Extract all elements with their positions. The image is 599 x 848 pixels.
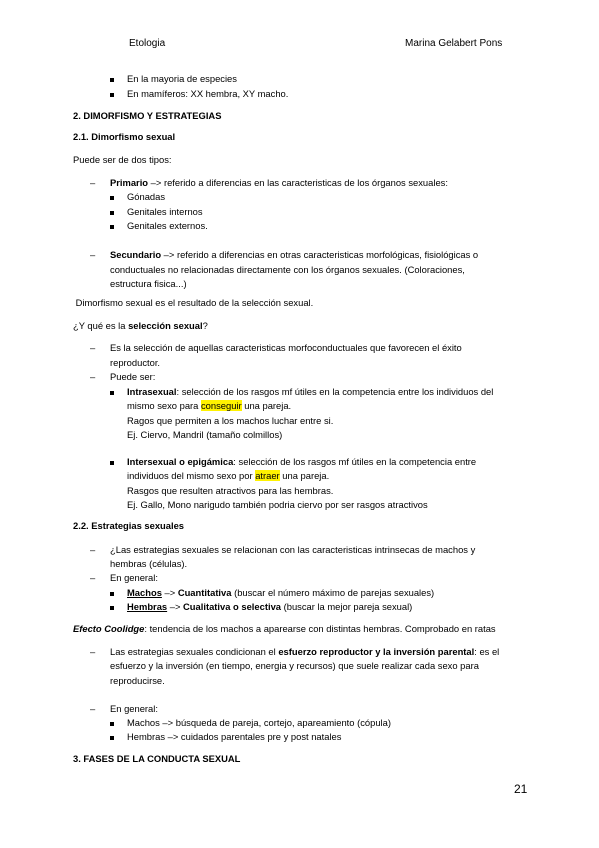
paragraph: Rasgos que resulten atractivos para las hembras. — [127, 485, 334, 496]
secundario-line3: estructura fisica...) — [110, 278, 187, 289]
list-item: En mamíferos: XX hembra, XY macho. — [127, 88, 289, 99]
question — [73, 319, 208, 333]
section-heading: 2. DIMORFISMO Y ESTRATEGIAS — [73, 110, 222, 121]
question-term: selección sexual — [128, 320, 203, 331]
list-item: Machos –> búsqueda de pareja, cortejo, apareamiento (cópula) — [127, 717, 391, 728]
primario-item — [110, 176, 448, 190]
text-span: una pareja. — [241, 400, 292, 411]
text-span: mismo sexo para — [127, 400, 201, 411]
term-esfuerzo: esfuerzo reproductor y la inversión parental — [278, 646, 475, 657]
bullet-square-icon — [110, 736, 114, 740]
paragraph: reproductor. — [110, 357, 161, 368]
page-number: 21 — [514, 782, 528, 796]
bullet-square-icon — [110, 461, 114, 465]
list-item: Genitales internos — [127, 206, 203, 217]
dash-marker: – — [90, 572, 96, 583]
bullet-square-icon — [110, 93, 114, 97]
list-item: Genitales externos. — [127, 220, 208, 231]
bullet-square-icon — [110, 722, 114, 726]
paragraph: Puede ser de dos tipos: — [73, 154, 172, 165]
machos-strategy — [127, 586, 434, 600]
text-span: : tendencia de los machos a aparearse con distintas hembras. Comprobado en ratas — [144, 623, 496, 634]
term-intersexual: Intersexual o epigámica — [127, 456, 234, 467]
text-span: una pareja. — [279, 470, 330, 481]
list-item: Gónadas — [127, 191, 166, 202]
dash-marker: – — [90, 342, 96, 353]
paragraph: En general: — [110, 572, 158, 583]
primario-text: –> referido a diferencias en las caracteristicas de los órganos sexuales: — [148, 177, 448, 188]
header-author: Marina Gelabert Pons — [405, 38, 503, 49]
paragraph: Es la selección de aquellas caracteristicas morfoconductuales que favorecen el éxito — [110, 342, 462, 353]
dash-marker: – — [90, 703, 96, 714]
term-secundario: Secundario — [110, 249, 162, 260]
text-span: individuos del mismo sexo por — [127, 470, 256, 481]
term-machos: Machos — [127, 587, 162, 598]
term-primario: Primario — [110, 177, 149, 188]
term-hembras: Hembras — [127, 601, 168, 612]
paragraph — [110, 645, 499, 659]
bullet-square-icon — [110, 606, 114, 610]
intersexual-text: : selección de los rasgos mf útiles en la competencia entre — [233, 456, 477, 467]
section-heading: 3. FASES DE LA CONDUCTA SEXUAL — [73, 753, 241, 764]
paragraph: En general: — [110, 703, 158, 714]
question-pre: ¿Y qué es la — [73, 320, 129, 331]
bullet-square-icon — [110, 78, 114, 82]
paragraph: Ej. Gallo, Mono narigudo también podria ciervo por ser rasgos atractivos — [127, 499, 428, 510]
paragraph: ¿Las estrategias sexuales se relacionan con las caracteristicas intrinsecas de machos y — [110, 544, 476, 555]
paragraph: Puede ser: — [110, 371, 156, 382]
paragraph: Ej. Ciervo, Mandril (tamaño colmillos) — [127, 429, 283, 440]
term-cuantitativa: Cuantitativa — [177, 587, 232, 598]
paragraph: Ragos que permiten a los machos luchar entre si. — [127, 415, 334, 426]
subsection-heading: 2.1. Dimorfismo sexual — [73, 131, 176, 142]
coolidge-definition — [73, 622, 496, 636]
text-span: –> — [167, 601, 184, 612]
intrasexual-text: : selección de los rasgos mf útiles en la competencia entre los individuos del — [176, 386, 494, 397]
list-item: En la mayoria de especies — [127, 73, 237, 84]
question-post: ? — [202, 320, 208, 331]
paragraph: hembras (células). — [110, 558, 188, 569]
intersexual-line2 — [127, 469, 329, 483]
highlighted-word: atraer — [255, 470, 280, 481]
bullet-square-icon — [110, 211, 114, 215]
intersexual-item — [127, 455, 476, 469]
dash-marker: – — [90, 371, 96, 382]
secundario-text: –> referido a diferencias en otras caracteristicas morfológicas, fisiológicas o — [161, 249, 479, 260]
term-intrasexual: Intrasexual — [127, 386, 177, 397]
intrasexual-line2 — [127, 399, 291, 413]
paragraph: esfuerzo y la inversión (en tiempo, energia y recursos) que suele realizar cada sexo para — [110, 660, 479, 671]
dash-marker: – — [90, 544, 96, 555]
text-span: (buscar el número máximo de parejas sexuales) — [231, 587, 435, 598]
term-coolidge: Efecto Coolidge — [73, 623, 145, 634]
term-cualitativa: Cualitativa o selectiva — [183, 601, 281, 612]
intrasexual-item — [127, 385, 493, 399]
hembras-strategy — [127, 600, 412, 614]
bullet-square-icon — [110, 196, 114, 200]
secundario-item — [110, 248, 478, 262]
dash-marker: – — [90, 646, 96, 657]
bullet-square-icon — [110, 391, 114, 395]
bullet-square-icon — [110, 592, 114, 596]
highlighted-word: conseguir — [200, 400, 242, 411]
text-span: Las estrategias sexuales condicionan el — [110, 646, 279, 657]
header-subject: Etologia — [129, 38, 166, 49]
text-span: –> — [161, 587, 178, 598]
dash-marker: – — [90, 177, 96, 188]
paragraph: Dimorfismo sexual es el resultado de la selección sexual. — [73, 297, 314, 308]
text-span: (buscar la mejor pareja sexual) — [281, 601, 413, 612]
dash-marker: – — [90, 249, 96, 260]
bullet-square-icon — [110, 225, 114, 229]
subsection-heading: 2.2. Estrategias sexuales — [73, 520, 185, 531]
paragraph: reproducirse. — [110, 675, 165, 686]
text-span: : es el — [474, 646, 500, 657]
list-item: Hembras –> cuidados parentales pre y post natales — [127, 731, 342, 742]
secundario-line2: conductuales no relacionadas directamente con los órganos sexuales. (Coloraciones, — [110, 264, 465, 275]
